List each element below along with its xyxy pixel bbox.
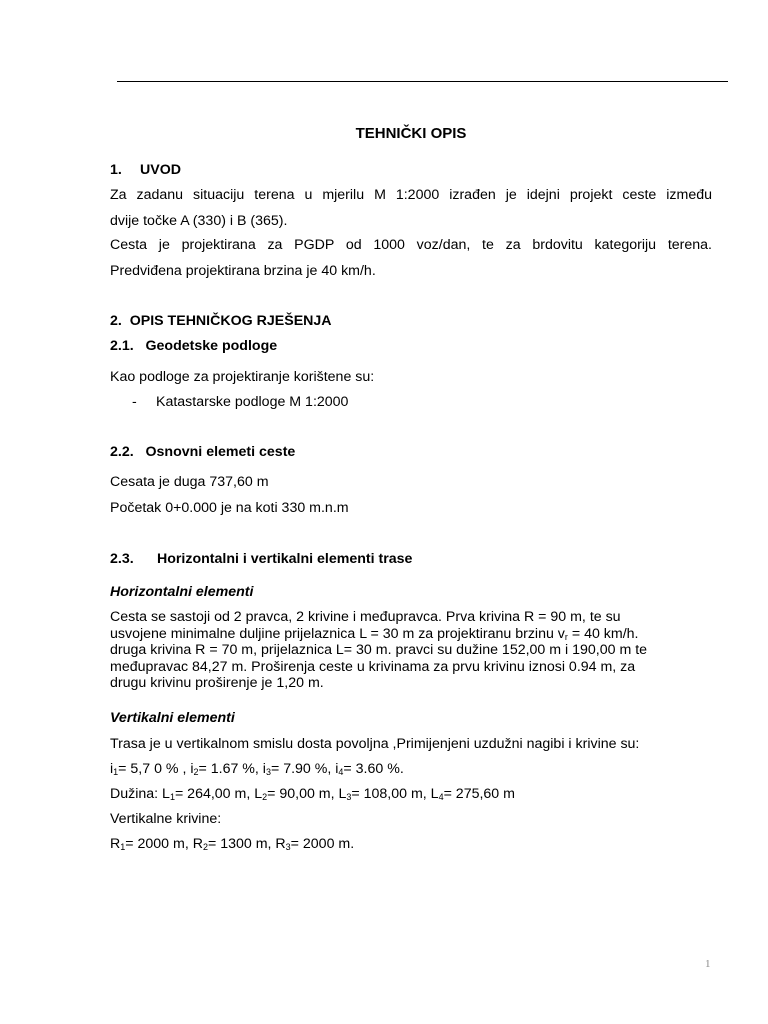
horizontal-line-3: druga krivina R = 70 m, prijelaznica L= 30 m. pravci su dužine 152,00 m i 190,00 m te: [110, 642, 648, 659]
lengths-line: [110, 786, 515, 803]
length-sub-2: 2: [262, 792, 268, 802]
length-L1: = 264,00 m,: [174, 786, 255, 802]
section-2-3-number: 2.3.: [110, 551, 134, 567]
vertical-elements-text: Trasa je u vertikalnom smislu dosta povoljna ,Primijenjeni uzdužni nagibi i krivine su:: [110, 736, 640, 752]
length-L2: = 90,00 m,: [267, 786, 339, 802]
section-2-heading: 2. OPIS TEHNIČKOG RJEŠENJA: [110, 313, 332, 329]
length-L-symbol: L: [162, 786, 170, 802]
section-1-number: 1.: [110, 162, 122, 178]
grade-sub-1: 1: [113, 767, 119, 777]
section-1-heading: [110, 162, 181, 179]
horizontal-line-2-end: = 40 km/h.: [567, 625, 639, 642]
length-L3: = 108,00 m,: [351, 786, 431, 802]
intro-paragraph-2-line-1: Cesta je projektirana za PGDP od 1000 voz/dan, te za brdovitu kategoriju terena.: [110, 237, 712, 253]
grade-i1: = 5,7 0 % ,: [118, 761, 191, 777]
intro-paragraph-1-line-2: dvije točke A (330) i B (365).: [110, 213, 288, 229]
radius-sub-3: 3: [285, 842, 291, 852]
radii-line: [110, 836, 354, 853]
section-2-1-heading: 2.1. Geodetske podloge: [110, 338, 278, 354]
grade-i-symbol: i: [110, 761, 114, 777]
horizontal-line-5: drugu krivinu proširenje je 1,20 m.: [110, 675, 324, 692]
radius-sub-2: 2: [202, 842, 208, 852]
section-2-2-heading: 2.2. Osnovni elemeti ceste: [110, 444, 296, 460]
vertical-elements-heading: Vertikalni elementi: [110, 710, 235, 726]
length-sub-1: 1: [169, 792, 175, 802]
radius-sub-1: 1: [120, 842, 126, 852]
length-L4: = 275,60 m: [443, 786, 515, 802]
radius-R2: = 1300 m,: [207, 836, 276, 852]
length-L-symbol: L: [254, 786, 263, 802]
length-sub-3: 3: [346, 792, 352, 802]
page-number: 1: [705, 958, 711, 970]
road-length-text: Cesata je duga 737,60 m: [110, 474, 269, 490]
section-2-3-title: Horizontalni i vertikalni elementi trase: [157, 551, 413, 567]
grade-i-symbol: i: [335, 761, 339, 777]
vertical-curves-label: Vertikalne krivine:: [110, 811, 222, 827]
radius-R-symbol: R: [275, 836, 286, 852]
radius-R-symbol: R: [110, 836, 121, 852]
radius-R-symbol: R: [192, 836, 203, 852]
section-2-1-text: Kao podloge za projektiranje korištene su:: [110, 369, 375, 385]
bullet-dash: -: [132, 394, 137, 410]
length-L-symbol: L: [430, 786, 439, 802]
length-L-symbol: L: [338, 786, 347, 802]
grade-sub-4: 4: [338, 767, 344, 777]
grade-sub-2: 2: [193, 767, 199, 777]
length-sub-4: 4: [438, 792, 444, 802]
radius-R3: = 2000 m.: [290, 836, 355, 852]
velocity-subscript: r: [564, 631, 568, 642]
horizontal-elements-paragraph: [110, 609, 712, 692]
document-title: TEHNIČKI OPIS: [355, 125, 467, 142]
intro-paragraph-1-line-1: Za zadanu situaciju terena u mjerilu M 1:2000 izrađen je idejni projekt ceste između: [110, 187, 712, 203]
bullet-item-katastarske: Katastarske podloge M 1:2000: [156, 394, 349, 410]
grade-i-symbol: i: [262, 761, 266, 777]
horizontal-line-4: međupravac 84,27 m. Proširenja ceste u krivinama za prvu krivinu iznosi 0.94 m, za: [110, 658, 636, 675]
horizontal-line-2: [110, 626, 712, 643]
horizontal-elements-heading: Horizontalni elementi: [110, 584, 254, 600]
intro-paragraph-2-line-2: Predviđena projektirana brzina je 40 km/h.: [110, 263, 376, 279]
section-1-title: UVOD: [140, 162, 181, 178]
grade-i-symbol: i: [190, 761, 194, 777]
grade-sub-3: 3: [265, 767, 271, 777]
grade-i4: = 3.60 %.: [343, 761, 404, 777]
grade-i3: = 7.90 %,: [270, 761, 336, 777]
start-elevation-text: Početak 0+0.000 je na koti 330 m.n.m: [110, 500, 349, 516]
section-2-3-heading: [110, 551, 412, 568]
header-rule: [117, 81, 728, 82]
lengths-prefix: Dužina:: [110, 786, 163, 802]
radius-R1: = 2000 m,: [125, 836, 193, 852]
grades-line: [110, 761, 404, 778]
horizontal-line-1: Cesta se sastoji od 2 pravca, 2 krivine i međupravca. Prva krivina R = 90 m, te su: [110, 609, 621, 625]
horizontal-line-2-text: usvojene minimalne duljine prijelaznica L = 30 m za projektiranu brzinu v: [110, 625, 565, 642]
grade-i2: = 1.67 %,: [198, 761, 263, 777]
